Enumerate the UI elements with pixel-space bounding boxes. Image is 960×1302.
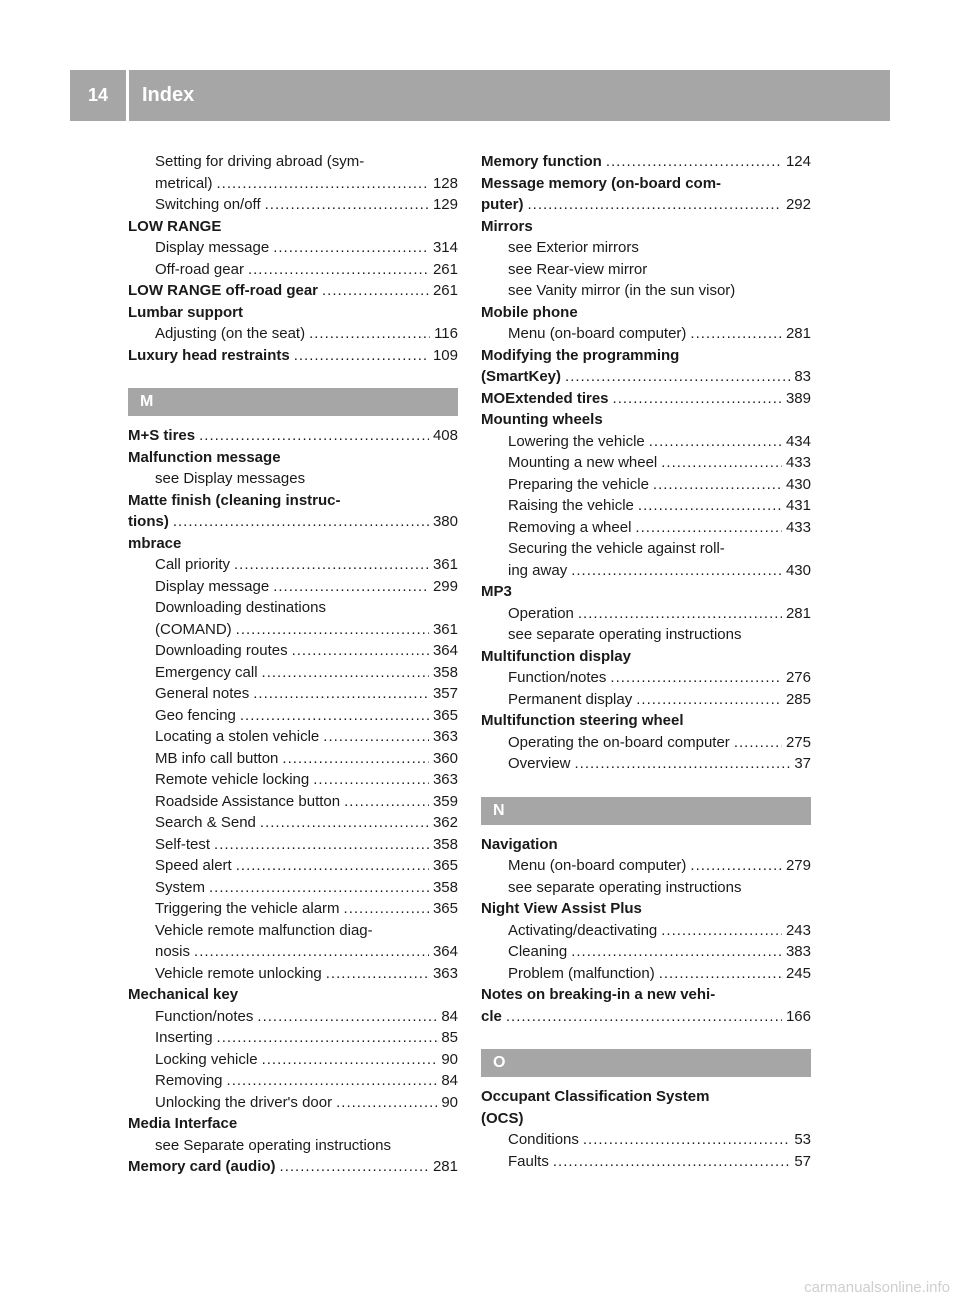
index-entry[interactable] — [481, 366, 811, 388]
section-letter: M — [140, 393, 154, 410]
index-subentry[interactable] — [128, 898, 458, 920]
entry-text: Off-road gear — [155, 260, 244, 278]
entry-text: Self-test — [155, 835, 211, 853]
leader-dots — [344, 791, 429, 813]
index-subentry — [128, 468, 458, 490]
leader-dots — [653, 474, 782, 496]
page-reference[interactable]: 245 — [785, 964, 811, 982]
index-entry[interactable] — [128, 345, 458, 367]
entry-text: (SmartKey) — [481, 368, 562, 385]
leader-dots — [248, 259, 429, 281]
index-subentry[interactable] — [128, 259, 458, 281]
page-reference[interactable]: 433 — [785, 518, 811, 536]
entry-text: Locking vehicle — [155, 1050, 258, 1068]
leader-dots — [323, 726, 429, 748]
index-subentry[interactable] — [481, 941, 811, 963]
entry-text: Problem (malfunction) — [508, 964, 655, 982]
index-subentry — [481, 538, 811, 560]
index-subentry[interactable] — [481, 560, 811, 582]
entry-text: Vehicle remote unlocking — [155, 964, 322, 982]
page-reference[interactable]: 363 — [432, 771, 458, 788]
leader-dots — [344, 898, 429, 920]
entry-text: Downloading destinations — [155, 599, 326, 616]
page-reference[interactable]: 124 — [785, 153, 811, 170]
entry-text: Function/notes — [155, 1007, 254, 1025]
leader-dots — [661, 452, 782, 474]
entry-text: Function/notes — [508, 669, 607, 686]
page-reference[interactable]: 261 — [432, 282, 458, 299]
page-title: Index — [142, 84, 195, 106]
page-reference[interactable]: 90 — [441, 1093, 458, 1111]
leader-dots — [575, 753, 791, 775]
page-reference[interactable]: 361 — [432, 620, 458, 638]
entry-text: Memory card (audio) — [128, 1158, 276, 1175]
entry-text: tions) — [128, 513, 169, 530]
index-entry — [481, 216, 811, 238]
index-column-left — [128, 151, 458, 1178]
entry-text: Operation — [508, 604, 574, 622]
index-subentry[interactable] — [128, 237, 458, 259]
leader-dots — [528, 194, 782, 216]
index-subentry[interactable] — [481, 495, 811, 517]
index-subentry[interactable] — [481, 474, 811, 496]
page-reference[interactable]: 365 — [432, 706, 458, 724]
page-reference[interactable]: 434 — [785, 432, 811, 450]
page-reference[interactable]: 364 — [432, 642, 458, 659]
entry-text: Triggering the vehicle alarm — [155, 900, 340, 917]
page-reference[interactable]: 275 — [785, 733, 811, 751]
page-reference[interactable]: 358 — [432, 878, 458, 896]
page-reference[interactable]: 292 — [785, 196, 811, 213]
entry-text: LOW RANGE off-road gear — [128, 282, 318, 299]
entry-text: System — [155, 878, 206, 896]
index-subentry[interactable] — [128, 1070, 458, 1092]
index-column-right — [481, 151, 811, 1172]
entry-text: puter) — [481, 196, 524, 213]
leader-dots — [199, 425, 429, 447]
page-reference[interactable]: 166 — [785, 1007, 811, 1025]
page-reference[interactable]: 363 — [432, 964, 458, 982]
index-subentry[interactable] — [128, 791, 458, 813]
entry-text: Raising the vehicle — [508, 497, 634, 514]
entry-text: Cleaning — [508, 943, 568, 960]
section-letter: O — [493, 1054, 506, 1071]
entry-text: Memory function — [481, 153, 602, 170]
index-entry — [128, 302, 458, 324]
index-entry — [128, 447, 458, 469]
index-subentry[interactable] — [481, 431, 811, 453]
index-subentry[interactable] — [481, 753, 811, 775]
entry-text: cle — [481, 1007, 502, 1025]
entry-text: Speed alert — [155, 857, 232, 874]
entry-text: M+S tires — [128, 427, 196, 444]
leader-dots — [265, 194, 429, 216]
entry-text: Lumbar support — [128, 303, 243, 321]
index-subentry[interactable] — [128, 834, 458, 856]
index-subentry[interactable] — [481, 517, 811, 539]
index-entry — [128, 984, 458, 1006]
leader-dots — [273, 576, 429, 598]
leader-dots — [234, 554, 429, 576]
leader-dots — [313, 769, 429, 791]
index-entry[interactable] — [128, 280, 458, 302]
index-entry — [481, 173, 811, 195]
index-subentry[interactable] — [128, 640, 458, 662]
entry-text: Mechanical key — [128, 986, 239, 1003]
index-subentry[interactable] — [128, 323, 458, 345]
entry-text: see Rear-view mirror — [508, 260, 648, 278]
index-subentry[interactable] — [481, 603, 811, 625]
page-reference[interactable]: 37 — [794, 755, 811, 772]
section-letter-bar — [128, 388, 458, 416]
entry-text: Permanent display — [508, 690, 633, 708]
index-entry[interactable] — [481, 194, 811, 216]
entry-text: see Separate operating instructions — [155, 1136, 391, 1154]
page-reference[interactable]: 314 — [432, 239, 458, 256]
page-reference[interactable]: 365 — [432, 857, 458, 874]
page-reference[interactable]: 57 — [794, 1152, 811, 1170]
entry-text: General notes — [155, 685, 250, 702]
page-reference[interactable]: 85 — [441, 1029, 458, 1046]
leader-dots — [565, 366, 790, 388]
page-reference[interactable]: 281 — [785, 604, 811, 622]
entry-text: Multifunction display — [481, 647, 631, 665]
index-subentry[interactable] — [128, 554, 458, 576]
index-entry — [481, 1086, 811, 1108]
leader-dots — [217, 1027, 438, 1049]
page-reference[interactable]: 363 — [432, 728, 458, 745]
index-subentry[interactable] — [481, 1129, 811, 1151]
page-reference[interactable]: 408 — [432, 427, 458, 444]
index-entry — [481, 345, 811, 367]
index-entry[interactable] — [128, 425, 458, 447]
page-reference[interactable]: 116 — [434, 325, 458, 342]
page-reference[interactable]: 360 — [432, 749, 458, 767]
leader-dots — [262, 662, 429, 684]
page-header — [70, 70, 890, 121]
entry-text: Vehicle remote malfunction diag- — [155, 921, 373, 939]
index-subentry — [128, 597, 458, 619]
entry-text: (OCS) — [481, 1109, 524, 1127]
entry-text: Notes on breaking-in a new vehi- — [481, 986, 716, 1003]
leader-dots — [262, 1049, 438, 1071]
entry-text: Display message — [155, 239, 270, 256]
leader-dots — [583, 1129, 790, 1151]
entry-text: Emergency call — [155, 663, 258, 681]
index-subentry[interactable] — [128, 619, 458, 641]
entry-text: Menu (on-board computer) — [508, 857, 687, 874]
index-entry — [128, 490, 458, 512]
leader-dots — [280, 1156, 429, 1178]
entry-text: Mounting a new wheel — [508, 454, 658, 471]
entry-text: mbrace — [128, 534, 182, 552]
entry-text: Display message — [155, 577, 270, 595]
page-number: 14 — [87, 85, 109, 105]
page-reference[interactable]: 430 — [785, 475, 811, 493]
page-reference[interactable]: 84 — [441, 1072, 458, 1089]
index-entry — [481, 898, 811, 920]
entry-text: Modifying the programming — [481, 346, 680, 364]
page-reference[interactable]: 389 — [785, 389, 811, 407]
index-entry[interactable] — [481, 151, 811, 173]
index-subentry[interactable] — [481, 689, 811, 711]
index-subentry — [481, 237, 811, 259]
index-entry — [481, 409, 811, 431]
index-subentry[interactable] — [128, 662, 458, 684]
leader-dots — [227, 1070, 438, 1092]
leader-dots — [294, 345, 429, 367]
entry-text: Multifunction steering wheel — [481, 712, 684, 729]
leader-dots — [236, 619, 429, 641]
leader-dots — [209, 877, 429, 899]
leader-dots — [282, 748, 429, 770]
section-letter-bar — [481, 797, 811, 825]
index-entry — [481, 302, 811, 324]
entry-text: Operating the on-board computer — [508, 733, 730, 751]
entry-text: Message memory (on-board com- — [481, 174, 722, 192]
entry-text: see Display messages — [155, 470, 306, 487]
entry-text: Removing — [155, 1072, 223, 1089]
entry-text: see Exterior mirrors — [508, 239, 639, 256]
page-reference[interactable]: 279 — [785, 857, 811, 874]
index-subentry[interactable] — [128, 1049, 458, 1071]
index-subentry[interactable] — [128, 726, 458, 748]
entry-text: MOExtended tires — [481, 389, 609, 407]
page-reference[interactable]: 362 — [432, 814, 458, 831]
page-reference[interactable]: 90 — [441, 1050, 458, 1068]
section-letter: N — [493, 801, 505, 819]
entry-text: metrical) — [155, 174, 213, 192]
entry-text: Conditions — [508, 1131, 579, 1148]
index-subentry[interactable] — [128, 705, 458, 727]
page-reference[interactable]: 261 — [432, 260, 458, 278]
page-reference[interactable]: 243 — [785, 921, 811, 939]
leader-dots — [326, 963, 429, 985]
entry-text: Unlocking the driver's door — [155, 1093, 333, 1111]
index-subentry[interactable] — [128, 769, 458, 791]
page-reference[interactable]: 281 — [785, 325, 811, 342]
leader-dots — [173, 511, 429, 533]
leader-dots — [661, 920, 782, 942]
entry-text: Locating a stolen vehicle — [155, 728, 320, 745]
page-reference[interactable]: 430 — [785, 561, 811, 579]
entry-text: Mounting wheels — [481, 411, 603, 428]
index-subentry[interactable] — [128, 576, 458, 598]
leader-dots — [292, 640, 429, 662]
index-subentry[interactable] — [128, 877, 458, 899]
page-reference[interactable]: 281 — [432, 1158, 458, 1175]
entry-text: Preparing the vehicle — [508, 475, 649, 493]
leader-dots — [578, 603, 782, 625]
page-reference[interactable]: 358 — [432, 663, 458, 681]
entry-text: Call priority — [155, 556, 231, 573]
index-entry[interactable] — [128, 1156, 458, 1178]
index-entry — [128, 533, 458, 555]
entry-text: ing away — [508, 561, 568, 579]
leader-dots — [240, 705, 429, 727]
leader-dots — [260, 812, 429, 834]
entry-text: MP3 — [481, 583, 512, 600]
entry-text: Geo fencing — [155, 706, 236, 724]
page-reference[interactable]: 109 — [432, 346, 458, 364]
leader-dots — [506, 1006, 782, 1028]
index-subentry[interactable] — [481, 452, 811, 474]
index-entry — [481, 710, 811, 732]
index-entry[interactable] — [481, 1006, 811, 1028]
page-reference[interactable]: 53 — [794, 1131, 811, 1148]
page-reference[interactable]: 129 — [432, 196, 458, 213]
leader-dots — [659, 963, 782, 985]
leader-dots — [571, 941, 782, 963]
leader-dots — [636, 689, 782, 711]
page-reference[interactable]: 83 — [794, 368, 811, 385]
index-subentry[interactable] — [128, 812, 458, 834]
leader-dots — [571, 560, 782, 582]
entry-text: Inserting — [155, 1029, 213, 1046]
leader-dots — [553, 1151, 790, 1173]
entry-text: Roadside Assistance button — [155, 792, 341, 810]
entry-text: LOW RANGE — [128, 217, 222, 235]
index-subentry — [128, 1135, 458, 1157]
leader-dots — [610, 667, 782, 689]
leader-dots — [322, 280, 429, 302]
page-reference[interactable]: 128 — [432, 174, 458, 192]
page-reference[interactable]: 431 — [785, 497, 811, 514]
page-reference[interactable]: 276 — [785, 669, 811, 686]
leader-dots — [217, 173, 429, 195]
entry-text: (COMAND) — [155, 620, 232, 638]
index-subentry[interactable] — [128, 748, 458, 770]
entry-text: Adjusting (on the seat) — [155, 325, 306, 342]
entry-text: Removing a wheel — [508, 518, 632, 536]
leader-dots — [635, 517, 782, 539]
entry-text: Matte finish (cleaning instruc- — [128, 491, 341, 509]
entry-text: see separate operating instructions — [508, 878, 742, 896]
index-subentry[interactable] — [481, 855, 811, 877]
page-reference[interactable]: 383 — [785, 943, 811, 960]
index-entry — [481, 834, 811, 856]
index-subentry — [481, 259, 811, 281]
watermark: carmanualsonline.info — [804, 1279, 950, 1296]
page-reference[interactable]: 365 — [432, 900, 458, 917]
index-subentry[interactable] — [481, 323, 811, 345]
leader-dots — [606, 151, 782, 173]
index-subentry — [481, 280, 811, 302]
page-reference[interactable]: 285 — [785, 690, 811, 708]
index-entry[interactable] — [481, 388, 811, 410]
page-reference[interactable]: 433 — [785, 454, 811, 471]
entry-text: see Vanity mirror (in the sun visor) — [508, 282, 736, 299]
leader-dots — [638, 495, 782, 517]
page-reference[interactable]: 361 — [432, 556, 458, 573]
index-subentry — [128, 920, 458, 942]
index-entry[interactable] — [128, 511, 458, 533]
entry-text: Luxury head restraints — [128, 346, 290, 364]
index-entry — [128, 1113, 458, 1135]
entry-text: Overview — [508, 755, 571, 772]
index-subentry[interactable] — [481, 667, 811, 689]
leader-dots — [273, 237, 429, 259]
leader-dots — [613, 388, 782, 410]
entry-text: Lowering the vehicle — [508, 432, 645, 450]
entry-text: Search & Send — [155, 814, 256, 831]
index-subentry[interactable] — [128, 963, 458, 985]
page-reference[interactable]: 380 — [432, 513, 458, 530]
index-subentry[interactable] — [128, 1006, 458, 1028]
index-entry — [481, 646, 811, 668]
entry-text: Faults — [508, 1152, 549, 1170]
page-reference[interactable]: 364 — [432, 943, 458, 960]
entry-text: Night View Assist Plus — [481, 900, 642, 917]
index-subentry — [481, 624, 811, 646]
leader-dots — [734, 732, 782, 754]
entry-text: Occupant Classification System — [481, 1088, 710, 1105]
leader-dots — [214, 834, 429, 856]
section-letter-bar — [481, 1049, 811, 1077]
page-reference[interactable]: 84 — [441, 1007, 458, 1025]
entry-text: Navigation — [481, 835, 558, 853]
index-subentry[interactable] — [481, 963, 811, 985]
entry-text: Malfunction message — [128, 448, 281, 466]
index-subentry — [481, 877, 811, 899]
leader-dots — [336, 1092, 437, 1114]
index-subentry[interactable] — [128, 855, 458, 877]
entry-text: Switching on/off — [155, 196, 261, 213]
index-entry — [481, 1108, 811, 1130]
leader-dots — [649, 431, 782, 453]
page-reference[interactable]: 299 — [432, 577, 458, 595]
entry-text: Mirrors — [481, 217, 533, 235]
entry-text: see separate operating instructions — [508, 626, 742, 643]
index-entry — [481, 984, 811, 1006]
index-subentry[interactable] — [128, 941, 458, 963]
entry-text: Menu (on-board computer) — [508, 325, 687, 342]
leader-dots — [309, 323, 430, 345]
index-subentry[interactable] — [128, 683, 458, 705]
index-subentry[interactable] — [481, 732, 811, 754]
index-subentry[interactable] — [481, 920, 811, 942]
entry-text: Remote vehicle locking — [155, 771, 310, 788]
entry-text: Setting for driving abroad (sym- — [155, 153, 365, 170]
entry-text: Downloading routes — [155, 642, 288, 659]
index-subentry[interactable] — [128, 1027, 458, 1049]
entry-text: nosis — [155, 943, 191, 960]
leader-dots — [690, 855, 782, 877]
entry-text: Media Interface — [128, 1115, 238, 1132]
header-divider — [126, 70, 129, 121]
index-subentry[interactable] — [128, 173, 458, 195]
page-reference[interactable]: 358 — [432, 835, 458, 853]
index-subentry[interactable] — [128, 194, 458, 216]
index-subentry — [128, 151, 458, 173]
entry-text: MB info call button — [155, 749, 279, 767]
page-reference[interactable]: 359 — [432, 792, 458, 810]
entry-text: Mobile phone — [481, 303, 578, 321]
entry-text: Activating/deactivating — [508, 921, 658, 939]
leader-dots — [194, 941, 429, 963]
leader-dots — [236, 855, 429, 877]
leader-dots — [690, 323, 782, 345]
index-entry — [481, 581, 811, 603]
leader-dots — [253, 683, 429, 705]
leader-dots — [257, 1006, 437, 1028]
page-reference[interactable]: 357 — [432, 685, 458, 702]
index-subentry[interactable] — [128, 1092, 458, 1114]
index-subentry[interactable] — [481, 1151, 811, 1173]
entry-text: Securing the vehicle against roll- — [508, 540, 725, 557]
index-entry — [128, 216, 458, 238]
